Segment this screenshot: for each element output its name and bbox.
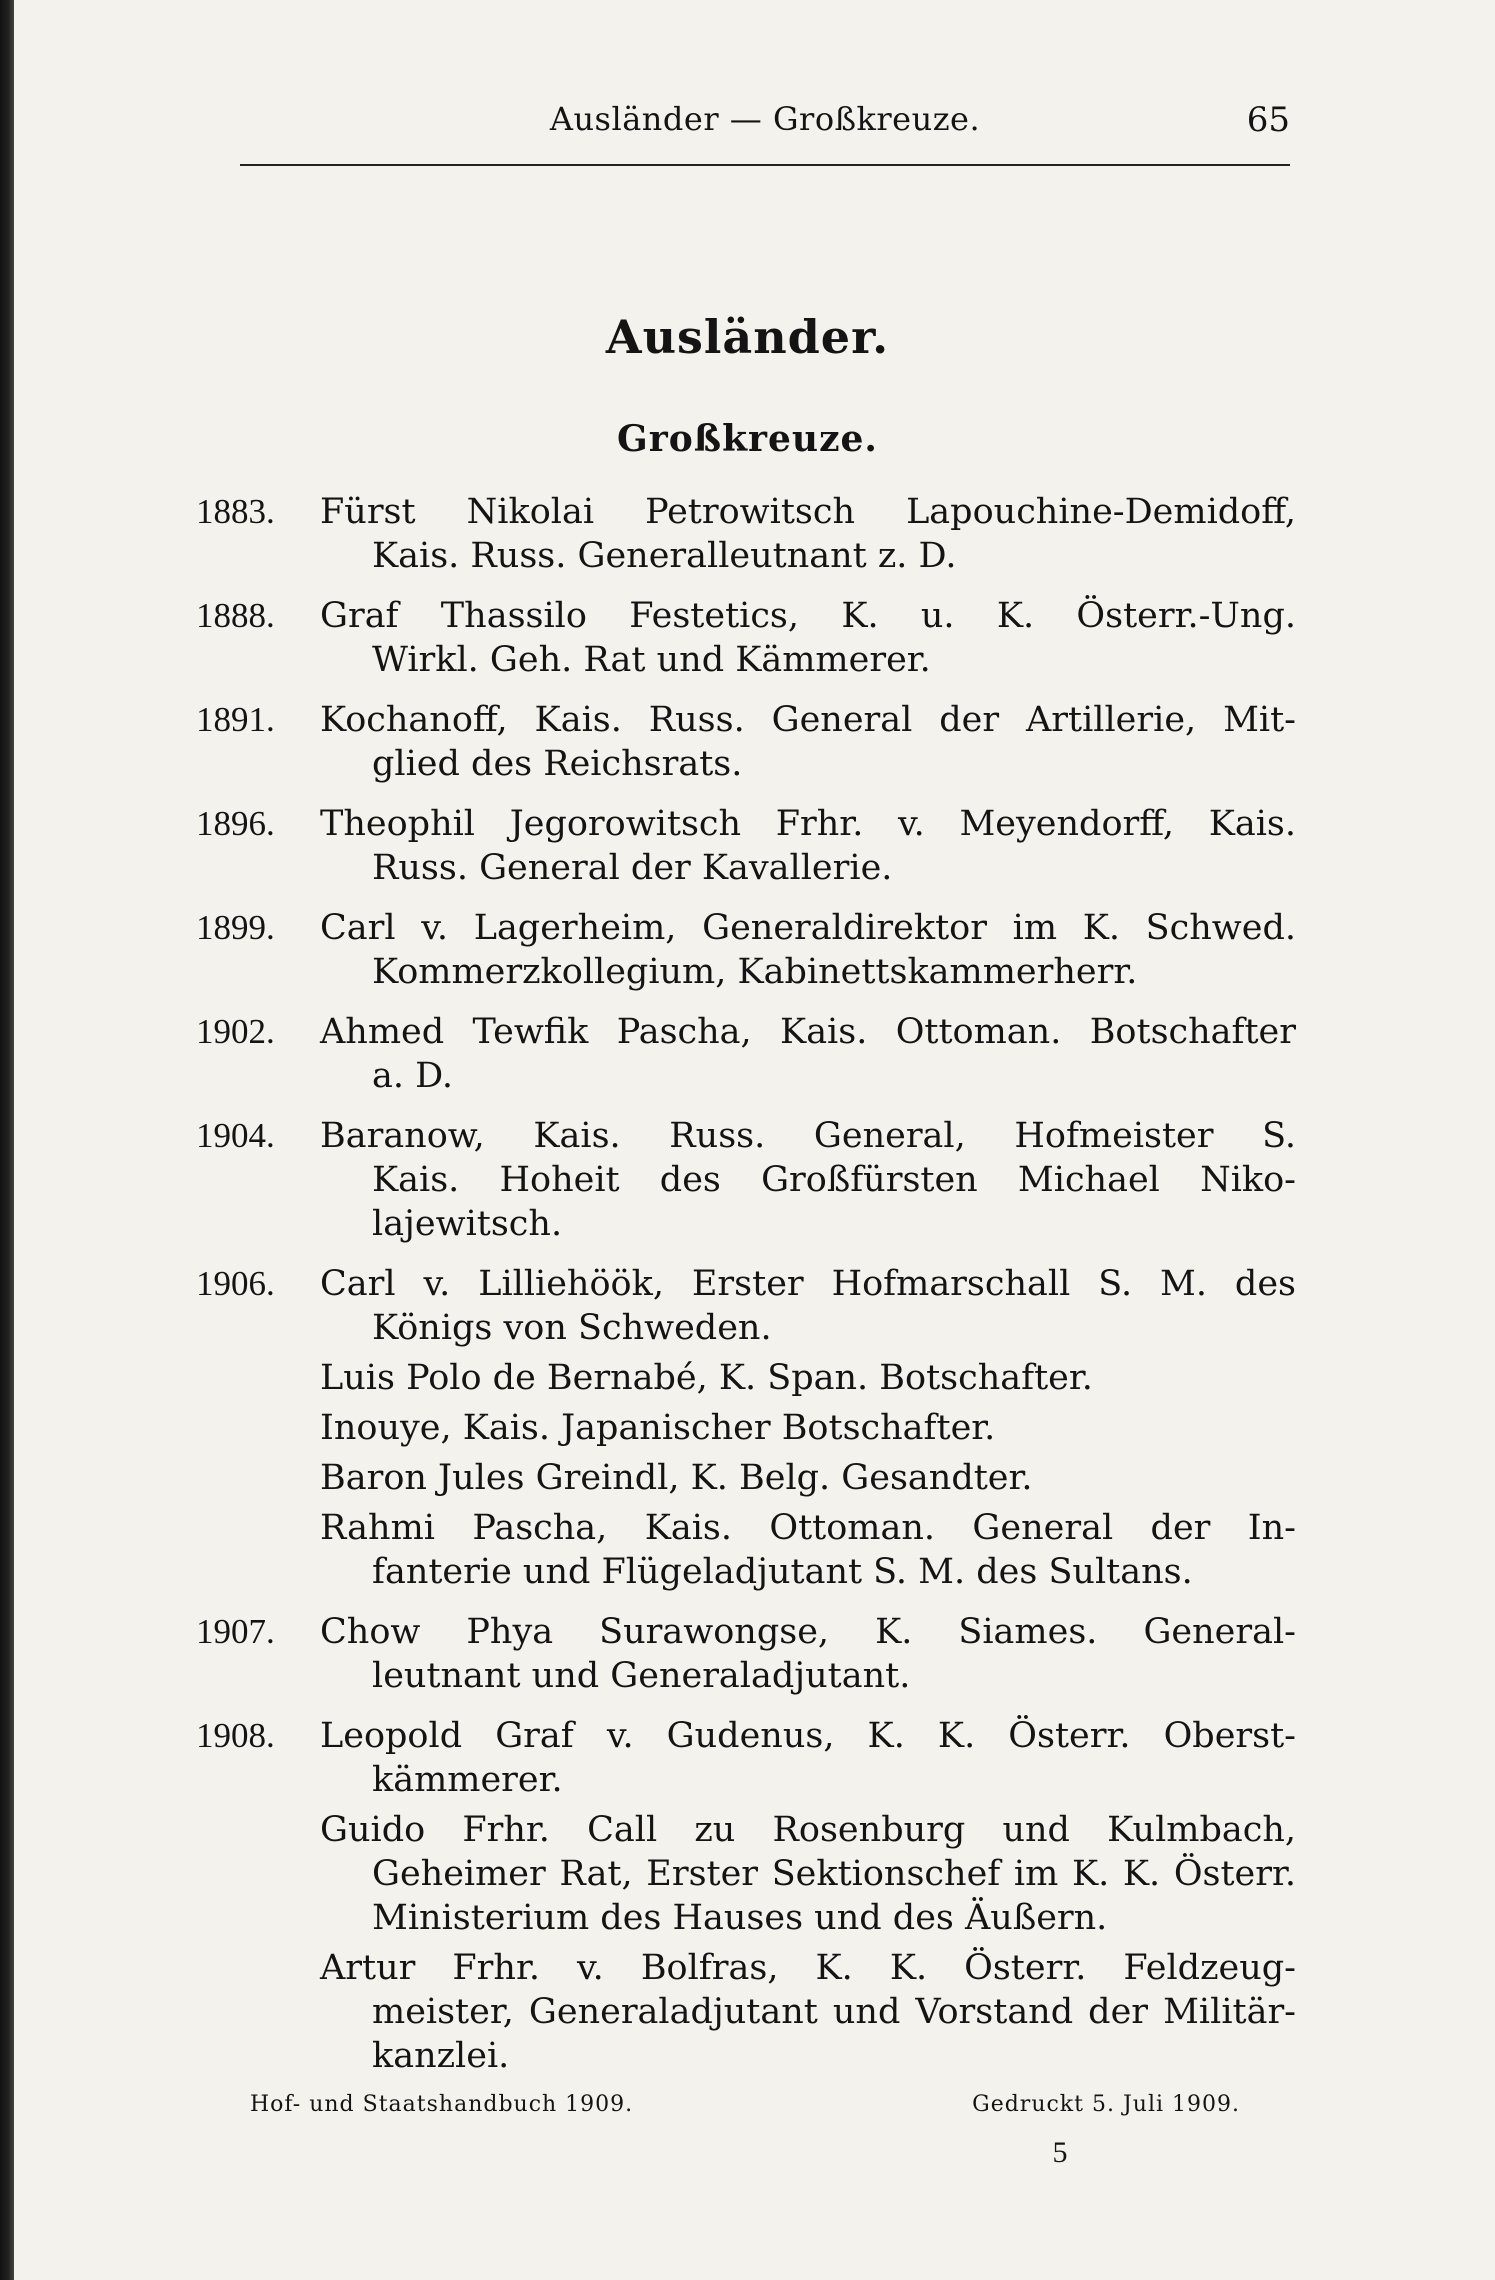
- signature-mark: 5: [1052, 2136, 1068, 2169]
- entry-line: Fürst Nikolai Petrowitsch Lapouchine-Demidoff,: [320, 492, 1296, 532]
- entry-line: lajewitsch.: [372, 1204, 563, 1244]
- list-item: [196, 1610, 1296, 1698]
- entry-line: Chow Phya Surawongse, K. Siames. General-: [320, 1612, 1296, 1652]
- entry-line: Artur Frhr. v. Bolfras, K. K. Österr. Feldzeug-: [320, 1948, 1296, 1988]
- entry-line: Königs von Schweden.: [372, 1308, 772, 1348]
- entry-year: 1891.: [196, 700, 275, 739]
- entry-line: Ministerium des Hauses und des Äußern.: [372, 1898, 1108, 1938]
- entry-line: Guido Frhr. Call zu Rosenburg und Kulmbach,: [320, 1810, 1296, 1850]
- entry-line: Kais. Russ. Generalleutnant z. D.: [372, 536, 957, 576]
- entry-year: 1908.: [196, 1716, 275, 1755]
- entry-line: Carl v. Lilliehöök, Erster Hofmarschall S. M. des: [320, 1264, 1296, 1304]
- entry-year: 1904.: [196, 1116, 275, 1155]
- list-item: [196, 1714, 1296, 1802]
- page-footer: [250, 2092, 1240, 2132]
- page-number: 65: [1246, 100, 1290, 140]
- list-item: [196, 1010, 1296, 1098]
- list-item: [196, 594, 1296, 682]
- running-head-title: Ausländer — Großkreuze.: [549, 100, 981, 138]
- section-title: Ausländer.: [605, 310, 890, 364]
- entry-year: 1888.: [196, 596, 275, 635]
- list-item: [196, 1946, 1296, 2078]
- entry-line: Kais. Hoheit des Großfürsten Michael Niko-: [372, 1160, 1296, 1200]
- entry-line: Baron Jules Greindl, K. Belg. Gesandter.: [320, 1458, 1033, 1498]
- footer-print-date: Gedruckt 5. Juli 1909.: [972, 2092, 1240, 2117]
- entry-line: Rahmi Pascha, Kais. Ottoman. General der In-: [320, 1508, 1296, 1548]
- list-item: [196, 1406, 1296, 1450]
- list-item: [196, 698, 1296, 786]
- entry-line: Ahmed Tewfik Pascha, Kais. Ottoman. Botschafter: [320, 1012, 1296, 1052]
- entry-year: 1907.: [196, 1612, 275, 1651]
- entry-line: leutnant und Generaladjutant.: [372, 1656, 911, 1696]
- entry-list: [196, 490, 1296, 2078]
- entry-line: Baranow, Kais. Russ. General, Hofmeister S.: [320, 1116, 1296, 1156]
- entry-line: glied des Reichsrats.: [372, 744, 743, 784]
- entry-line: kanzlei.: [372, 2036, 510, 2076]
- entry-year: 1906.: [196, 1264, 275, 1303]
- list-item: [196, 1808, 1296, 1940]
- footer-publication: Hof- und Staatshandbuch 1909.: [250, 2092, 634, 2117]
- entry-line: kämmerer.: [372, 1760, 563, 1800]
- header-rule: [240, 164, 1290, 166]
- entry-line: Luis Polo de Bernabé, K. Span. Botschafter.: [320, 1358, 1093, 1398]
- entry-line: fanterie und Flügeladjutant S. M. des Sultans.: [372, 1552, 1193, 1592]
- entry-line: Leopold Graf v. Gudenus, K. K. Österr. Oberst-: [320, 1716, 1296, 1756]
- entry-year: 1883.: [196, 492, 275, 531]
- subsection-title: Großkreuze.: [617, 418, 878, 460]
- list-item: [196, 490, 1296, 578]
- entry-line: Theophil Jegorowitsch Frhr. v. Meyendorff, Kais.: [320, 804, 1296, 844]
- entry-line: Russ. General der Kavallerie.: [372, 848, 893, 888]
- list-item: [196, 1456, 1296, 1500]
- list-item: [196, 1114, 1296, 1246]
- entry-line: a. D.: [372, 1056, 454, 1096]
- entry-year: 1902.: [196, 1012, 275, 1051]
- entry-line: Kommerzkollegium, Kabinettskammerherr.: [372, 952, 1138, 992]
- list-item: [196, 1356, 1296, 1400]
- list-item: [196, 802, 1296, 890]
- running-head: [240, 100, 1290, 156]
- entry-line: Graf Thassilo Festetics, K. u. K. Österr.-Ung.: [320, 596, 1296, 636]
- entry-year: 1896.: [196, 804, 275, 843]
- entry-line: Geheimer Rat, Erster Sektionschef im K. K. Österr.: [372, 1854, 1296, 1894]
- list-item: [196, 906, 1296, 994]
- entry-line: meister, Generaladjutant und Vorstand der Militär-: [372, 1992, 1296, 2032]
- entry-year: 1899.: [196, 908, 275, 947]
- entry-line: Kochanoff, Kais. Russ. General der Artillerie, Mit-: [320, 700, 1296, 740]
- list-item: [196, 1262, 1296, 1350]
- list-item: [196, 1506, 1296, 1594]
- entry-line: Inouye, Kais. Japanischer Botschafter.: [320, 1408, 996, 1448]
- entry-line: Wirkl. Geh. Rat und Kämmerer.: [372, 640, 931, 680]
- entry-line: Carl v. Lagerheim, Generaldirektor im K. Schwed.: [320, 908, 1296, 948]
